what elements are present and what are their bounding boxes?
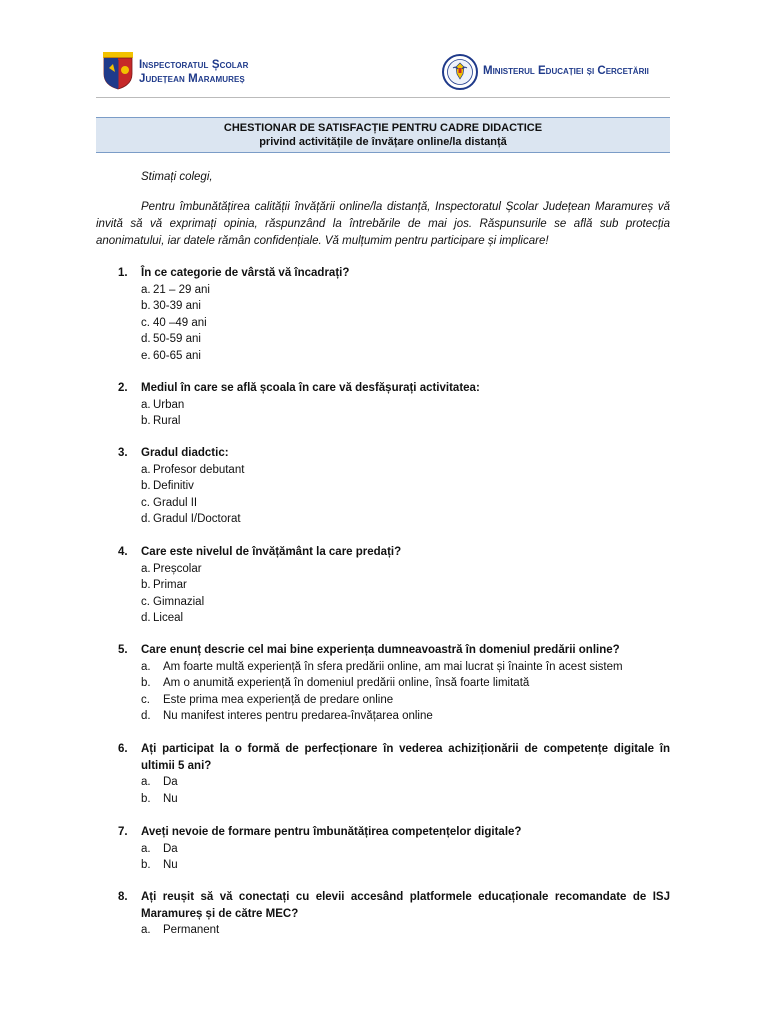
option-item[interactable] xyxy=(96,675,670,692)
option-letter: b. xyxy=(141,300,151,312)
option-letter: a. xyxy=(141,776,151,788)
option-item[interactable] xyxy=(96,594,670,611)
mec-name: Ministerul Educației și Cercetării xyxy=(483,65,649,77)
mec-seal-logo xyxy=(442,54,478,90)
option-letter: b. xyxy=(141,415,151,427)
option-text: Rural xyxy=(153,415,181,427)
option-item[interactable] xyxy=(96,331,670,348)
option-text: Da xyxy=(163,776,178,788)
option-text: Primar xyxy=(153,579,187,591)
question-number: 8. xyxy=(118,891,128,903)
option-text: 40 –49 ani xyxy=(153,316,207,329)
option-text: Definitiv xyxy=(153,480,194,492)
option-letter: b. xyxy=(141,792,151,805)
option-letter: b. xyxy=(141,579,151,591)
option-text: 21 – 29 ani xyxy=(153,283,210,296)
option-letter: b. xyxy=(141,480,151,492)
document-header xyxy=(0,0,768,100)
option-item[interactable] xyxy=(96,791,670,808)
option-text: Gradul II xyxy=(153,496,198,509)
option-item[interactable] xyxy=(96,397,670,414)
option-text: 50-59 ani xyxy=(153,333,201,345)
isj-name xyxy=(139,58,249,86)
question-text: Ați reușit să vă conectați cu elevii accesând platformele educaționale recomandate de ISJ Maramureș și de către MEC? xyxy=(141,891,670,920)
option-item[interactable] xyxy=(96,495,670,512)
option-item[interactable] xyxy=(96,841,670,858)
option-item[interactable] xyxy=(96,511,670,528)
title-line2: privind activitățile de învățare online/la distanță xyxy=(259,136,507,148)
question-6 xyxy=(96,741,670,807)
option-text: Liceal xyxy=(153,612,184,624)
option-item[interactable] xyxy=(96,298,670,315)
title-line1: CHESTIONAR DE SATISFACȚIE PENTRU CADRE DIDACTICE xyxy=(223,122,543,134)
option-item[interactable] xyxy=(96,282,670,299)
option-text: Am foarte multă experiență în sfera predării online, am mai lucrat și înainte în acest sistem xyxy=(163,660,623,673)
option-letter: a. xyxy=(141,660,151,673)
question-text: Gradul diadctic: xyxy=(141,447,229,459)
option-letter: e. xyxy=(141,349,151,362)
option-item[interactable] xyxy=(96,462,670,479)
option-item[interactable] xyxy=(96,478,670,495)
question-number: 6. xyxy=(118,743,128,755)
option-letter: d. xyxy=(141,710,151,722)
question-number: 1. xyxy=(118,267,128,279)
question-2 xyxy=(96,380,670,430)
option-text: Preșcolar xyxy=(153,562,202,575)
option-letter: a. xyxy=(141,398,151,411)
question-7 xyxy=(96,824,670,874)
option-letter: c. xyxy=(141,595,150,608)
question-text: Aveți nevoie de formare pentru îmbunătățirea competențelor digitale? xyxy=(141,826,522,838)
option-text: 30-39 ani xyxy=(153,300,201,312)
option-letter: b. xyxy=(141,859,151,871)
option-text: Urban xyxy=(153,398,185,411)
intro-paragraph: Pentru îmbunătățirea calității învățării online/la distanță, Inspectoratul Școlar Județean Maramureș vă invită să vă exprimați opinia, răspunzând la întrebările de mai jos. Răspunsurile se află sub protecția anonimatului, iar datele rămân confidențiale. Vă mulțumim pentru participare și implicare! xyxy=(96,201,670,247)
isj-name-line1: Inspectoratul Școlar xyxy=(139,59,249,71)
option-item[interactable] xyxy=(96,708,670,725)
option-letter: b. xyxy=(141,677,151,689)
option-item[interactable] xyxy=(96,610,670,627)
question-number: 5. xyxy=(118,644,128,656)
option-text: Am o anumită experiență în domeniul predării online, însă foarte limitată xyxy=(163,677,530,689)
option-letter: a. xyxy=(141,463,151,476)
option-text: Nu manifest interes pentru predarea-învățarea online xyxy=(163,710,433,722)
option-text: Da xyxy=(163,842,178,855)
option-letter: c. xyxy=(141,496,150,509)
option-letter: a. xyxy=(141,842,151,855)
question-text: Care enunț descrie cel mai bine experiența dumneavoastră în domeniul predării online? xyxy=(141,644,620,656)
option-letter: a. xyxy=(141,283,151,296)
option-letter: c. xyxy=(141,316,150,329)
option-text: Nu xyxy=(163,859,178,871)
option-item[interactable] xyxy=(96,315,670,332)
isj-coat-of-arms-logo xyxy=(103,52,133,90)
option-letter: d. xyxy=(141,513,151,525)
question-4 xyxy=(96,544,670,627)
option-letter: a. xyxy=(141,924,151,936)
option-letter: a. xyxy=(141,562,151,575)
option-item[interactable] xyxy=(96,922,670,939)
question-5 xyxy=(96,642,670,725)
isj-name-line2: Județean Maramureș xyxy=(139,73,245,85)
option-item[interactable] xyxy=(96,577,670,594)
question-text: În ce categorie de vârstă vă încadrați? xyxy=(141,267,350,279)
question-8 xyxy=(96,889,670,939)
question-text: Ați participat la o formă de perfecționare în vederea achiziționării de competențe digitale în ultimii 5 ani? xyxy=(141,743,670,772)
option-item[interactable] xyxy=(96,561,670,578)
option-text: Nu xyxy=(163,792,178,805)
question-3 xyxy=(96,445,670,528)
option-text: Permanent xyxy=(163,924,220,936)
header-divider xyxy=(96,97,670,98)
option-text: Gradul I/Doctorat xyxy=(153,513,241,525)
question-number: 2. xyxy=(118,382,128,394)
question-text: Mediul în care se află școala în care vă desfășurați activitatea: xyxy=(141,382,480,394)
greeting: Stimați colegi, xyxy=(141,171,213,183)
question-number: 3. xyxy=(118,447,128,459)
question-text: Care este nivelul de învățământ la care predați? xyxy=(141,546,402,558)
question-number: 4. xyxy=(118,546,128,558)
option-letter: d. xyxy=(141,612,151,624)
option-letter: c. xyxy=(141,693,150,706)
option-text: Profesor debutant xyxy=(153,463,245,476)
questionnaire-title xyxy=(96,117,670,153)
option-item[interactable] xyxy=(96,659,670,676)
question-1 xyxy=(96,265,670,364)
option-letter: d. xyxy=(141,333,151,345)
option-item[interactable] xyxy=(96,692,670,709)
option-item[interactable] xyxy=(96,348,670,365)
option-item[interactable] xyxy=(96,774,670,791)
option-item[interactable] xyxy=(96,413,670,430)
option-text: Gimnazial xyxy=(153,595,205,608)
question-number: 7. xyxy=(118,826,128,838)
option-text: Este prima mea experiență de predare online xyxy=(163,693,394,706)
option-text: 60-65 ani xyxy=(153,349,201,362)
option-item[interactable] xyxy=(96,857,670,874)
